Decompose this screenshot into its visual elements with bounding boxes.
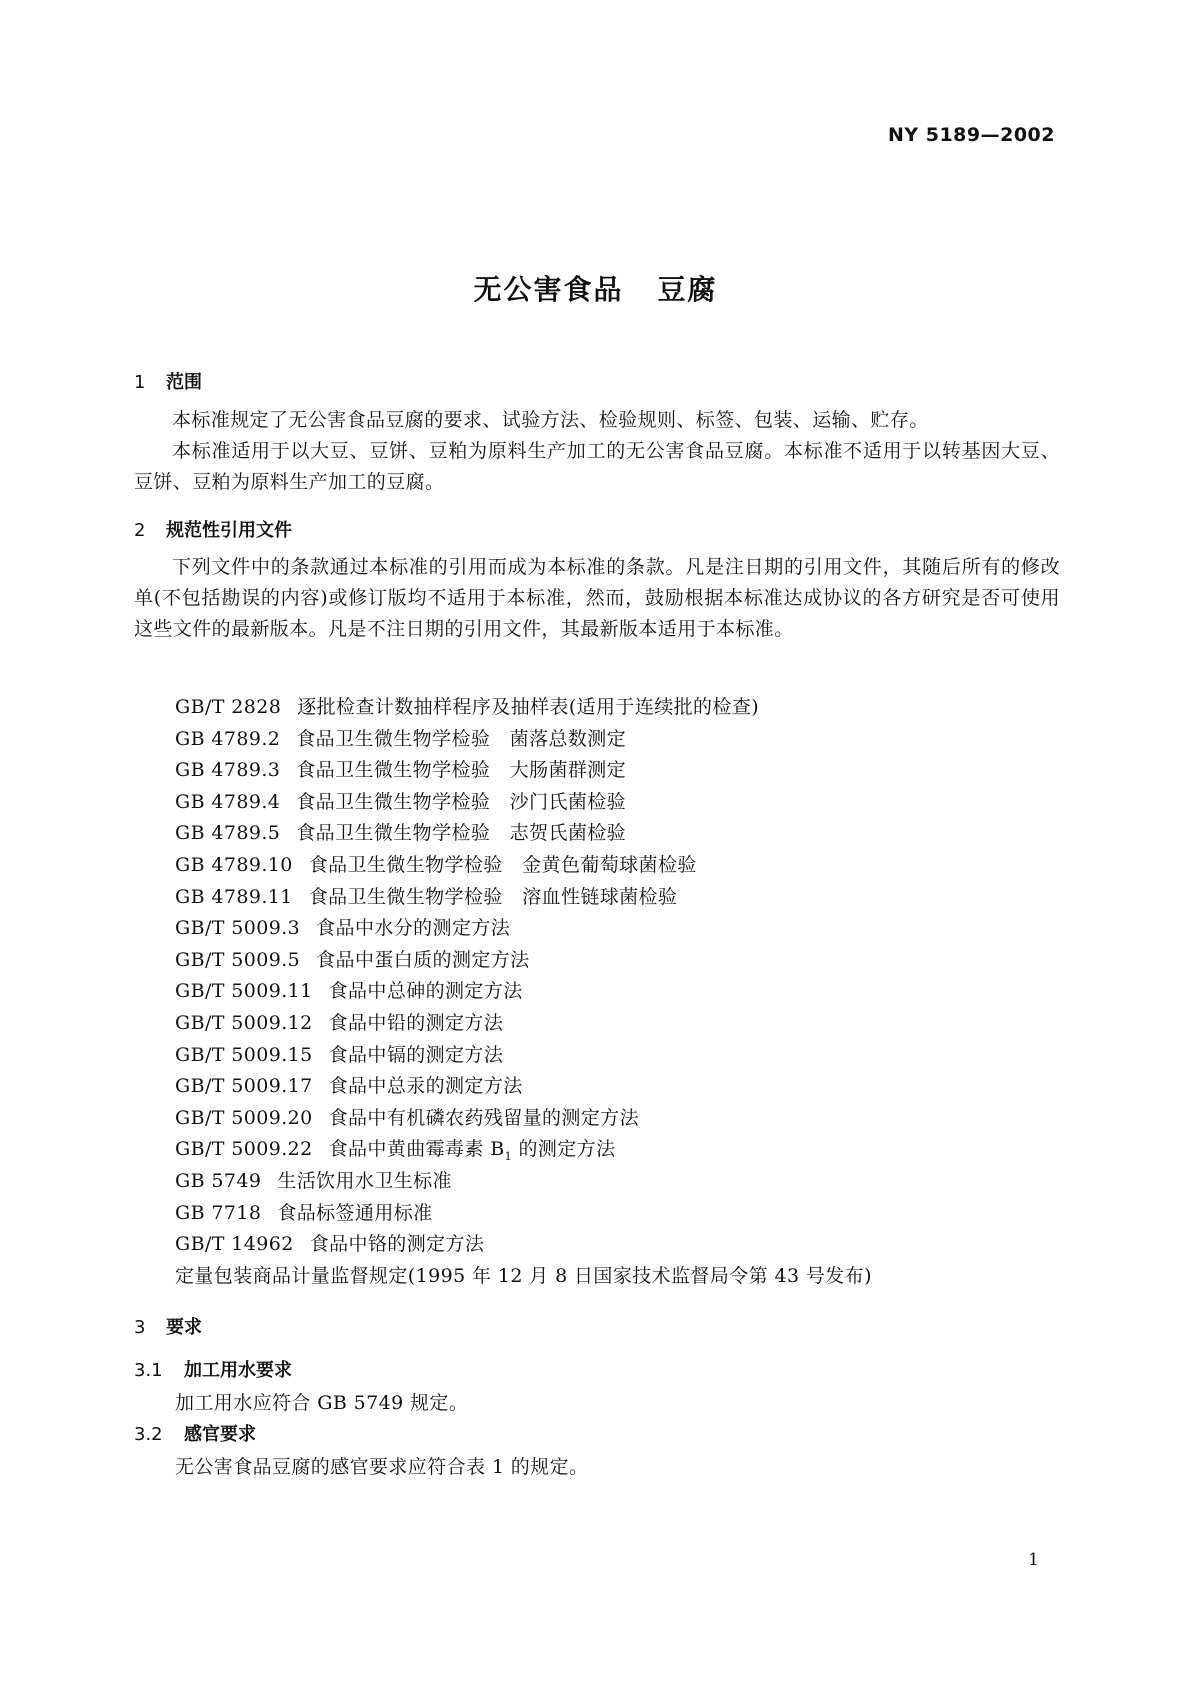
reference-title: 食品卫生微生物学检验 沙门氏菌检验 [296, 790, 627, 813]
section-1-paragraph-1: 本标准规定了无公害食品豆腐的要求、试验方法、检验规则、标签、包装、运输、贮存。 [172, 409, 929, 431]
reference-code: GB 4789.10 [175, 853, 293, 876]
section-3-2-number: 3.2 [134, 1424, 163, 1445]
reference-title: 食品中铅的测定方法 [328, 1011, 504, 1034]
reference-item [175, 976, 872, 1008]
reference-subscript: 1 [504, 1150, 513, 1164]
reference-item [175, 692, 872, 724]
reference-item [175, 1198, 872, 1230]
section-3-title: 要求 [166, 1317, 202, 1338]
reference-code: GB 4789.2 [175, 727, 281, 750]
section-2-title: 规范性引用文件 [166, 520, 292, 541]
regulation-item: 定量包装商品计量监督规定(1995 年 12 月 8 日国家技术监督局令第 43 号发布) [175, 1264, 872, 1287]
reference-item [175, 1134, 872, 1166]
reference-title: 食品卫生微生物学检验 大肠菌群测定 [296, 759, 627, 782]
reference-title: 食品中镉的测定方法 [328, 1043, 504, 1066]
document-title [0, 268, 1191, 308]
section-2-number: 2 [134, 520, 146, 541]
reference-item [175, 945, 872, 977]
document-title-part2: 豆腐 [657, 273, 718, 306]
reference-code: GB/T 5009.17 [175, 1075, 313, 1098]
section-3-1-text: 加工用水应符合 GB 5749 规定。 [175, 1392, 469, 1414]
reference-item [175, 1071, 872, 1103]
reference-item [175, 818, 872, 850]
reference-code: GB 7718 [175, 1201, 262, 1224]
section-3-2-title: 感官要求 [184, 1424, 256, 1445]
document-title-part1: 无公害食品 [473, 273, 624, 306]
reference-title: 食品卫生微生物学检验 溶血性链球菌检验 [308, 885, 678, 908]
reference-code: GB/T 5009.20 [175, 1106, 313, 1129]
reference-code: GB/T 5009.5 [175, 948, 301, 971]
section-1-number: 1 [134, 372, 146, 393]
reference-item [175, 1040, 872, 1072]
reference-list [175, 692, 872, 1292]
reference-item [175, 787, 872, 819]
reference-title: 食品标签通用标准 [277, 1201, 433, 1224]
section-3-number: 3 [134, 1317, 146, 1338]
reference-code: GB 4789.4 [175, 790, 281, 813]
section-3-2-text: 无公害食品豆腐的感官要求应符合表 1 的规定。 [175, 1456, 589, 1478]
reference-title: 食品中总汞的测定方法 [328, 1075, 523, 1098]
reference-code: GB/T 5009.3 [175, 917, 301, 940]
reference-item [175, 724, 872, 756]
reference-title: 食品中铬的测定方法 [309, 1233, 485, 1256]
section-2-heading [134, 516, 292, 542]
section-3-1-title: 加工用水要求 [184, 1360, 292, 1381]
reference-code: GB/T 14962 [175, 1233, 294, 1256]
section-1-title: 范围 [166, 372, 202, 393]
reference-title: 食品中黄曲霉毒素 B [328, 1138, 505, 1161]
reference-code: GB 5749 [175, 1169, 262, 1192]
reference-item [175, 1103, 872, 1135]
reference-title: 食品中总砷的测定方法 [328, 980, 523, 1003]
reference-item [175, 913, 872, 945]
reference-title-suffix: 的测定方法 [512, 1138, 616, 1161]
reference-title: 食品中水分的测定方法 [316, 917, 511, 940]
reference-code: GB/T 2828 [175, 696, 282, 718]
reference-item [175, 850, 872, 882]
reference-code: GB 4789.5 [175, 822, 281, 845]
reference-code: GB/T 5009.12 [175, 1011, 313, 1034]
reference-title: 食品中蛋白质的测定方法 [316, 948, 530, 971]
reference-item [175, 882, 872, 914]
section-1-paragraph-2: 本标准适用于以大豆、豆饼、豆粕为原料生产加工的无公害食品豆腐。本标准不适用于以转基因大豆、豆饼、豆粕为原料生产加工的豆腐。 [134, 440, 1060, 493]
section-1-heading [134, 368, 202, 394]
section-3-1-heading [134, 1356, 292, 1382]
page-number: 1 [1028, 1550, 1039, 1570]
reference-code: GB 4789.11 [175, 885, 293, 908]
reference-item [175, 1166, 872, 1198]
reference-item [175, 755, 872, 787]
section-2-intro: 下列文件中的条款通过本标准的引用而成为本标准的条款。凡是注日期的引用文件，其随后所有的修改单(不包括勘误的内容)或修订版均不适用于本标准，然而，鼓励根据本标准达成协议的各方研究是否可使用这些文件的最新版本。凡是不注日期的引用文件，其最新版本适用于本标准。 [134, 556, 1060, 640]
reference-title: 生活饮用水卫生标准 [277, 1169, 452, 1192]
reference-item [175, 1008, 872, 1040]
section-3-heading [134, 1313, 202, 1339]
reference-title: 逐批检查计数抽样程序及抽样表(适用于连续批的检查) [297, 696, 760, 718]
reference-code: GB/T 5009.11 [175, 980, 313, 1003]
reference-item [175, 1229, 872, 1261]
reference-title: 食品中有机磷农药残留量的测定方法 [328, 1106, 640, 1129]
reference-title: 食品卫生微生物学检验 志贺氏菌检验 [296, 822, 627, 845]
reference-code: GB/T 5009.15 [175, 1043, 313, 1066]
reference-title: 食品卫生微生物学检验 菌落总数测定 [296, 727, 627, 750]
reference-title: 食品卫生微生物学检验 金黄色葡萄球菌检验 [308, 853, 697, 876]
reference-code: GB 4789.3 [175, 759, 281, 782]
standard-number: NY 5189—2002 [887, 124, 1055, 146]
reference-code: GB/T 5009.22 [175, 1138, 313, 1161]
section-3-2-heading [134, 1420, 256, 1446]
section-3-1-number: 3.1 [134, 1360, 163, 1381]
